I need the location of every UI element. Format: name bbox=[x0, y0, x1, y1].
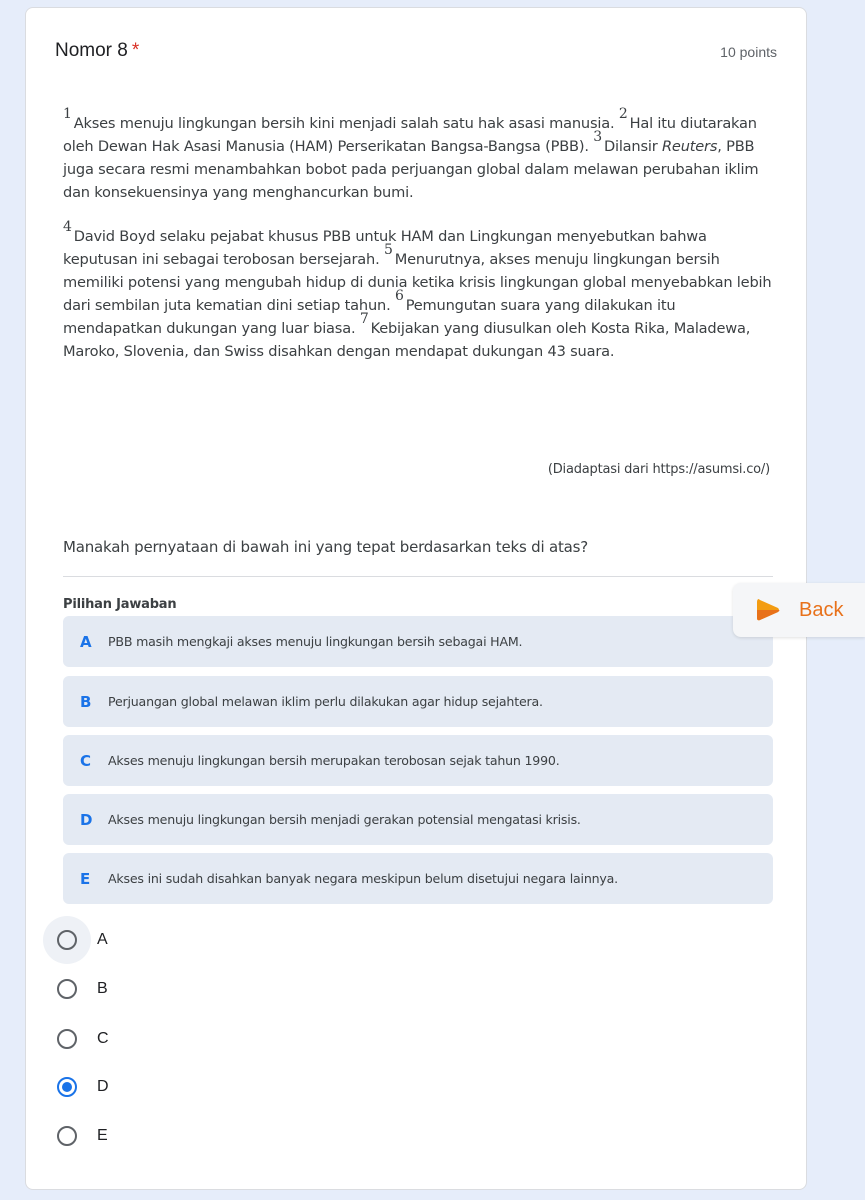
choice-a bbox=[63, 616, 773, 667]
sentence-text: David Boyd selaku pejabat khusus PBB untuk HAM dan Lingkungan menyebutkan bahwa keputusan ini sebagai terobosan bersejarah. bbox=[63, 228, 707, 268]
choices-heading: Pilihan Jawaban bbox=[63, 597, 177, 612]
radio-button[interactable] bbox=[57, 1126, 77, 1146]
sentence-number: 6 bbox=[394, 288, 404, 304]
choice-letter: C bbox=[80, 751, 91, 770]
radio-hover-area[interactable] bbox=[43, 916, 91, 964]
radio-button-selected[interactable] bbox=[57, 1077, 77, 1097]
choice-b bbox=[63, 676, 773, 727]
radio-label[interactable]: C bbox=[97, 1030, 109, 1047]
reading-passage bbox=[63, 106, 773, 363]
required-asterisk: * bbox=[131, 40, 140, 61]
sentence-number: 5 bbox=[383, 242, 393, 258]
radio-button[interactable] bbox=[57, 979, 77, 999]
radio-hover-area[interactable] bbox=[43, 1112, 91, 1160]
choice-letter: A bbox=[80, 632, 92, 651]
radio-hover-area[interactable] bbox=[43, 1015, 91, 1063]
radio-label[interactable]: B bbox=[97, 980, 108, 997]
source-name: Reuters bbox=[661, 138, 718, 155]
sentence-text: Akses menuju lingkungan bersih kini menjadi salah satu hak asasi manusia. bbox=[73, 115, 615, 132]
question-card bbox=[25, 7, 807, 1190]
sentence-number: 4 bbox=[63, 219, 72, 235]
choice-letter: E bbox=[80, 869, 91, 888]
choice-letter: D bbox=[80, 810, 93, 829]
sentence-number: 2 bbox=[618, 106, 628, 122]
sentence-text: Pemungutan suara yang dilakukan itu mendapatkan dukungan yang luar biasa. bbox=[63, 297, 676, 337]
choice-d bbox=[63, 794, 773, 845]
radio-button[interactable] bbox=[57, 930, 77, 950]
sentence-number: 7 bbox=[359, 311, 369, 327]
play-arrow-icon bbox=[755, 597, 781, 623]
divider bbox=[63, 576, 773, 577]
radio-selected-dot bbox=[62, 1082, 72, 1092]
sentence-text: , PBB juga secara resmi menambahkan bobot pada perjuangan global dalam melawan perubahan iklim dan konsekuensinya yang menghancurkan bumi. bbox=[63, 138, 759, 201]
choice-letter: B bbox=[80, 692, 92, 711]
radio-hover-area[interactable] bbox=[43, 965, 91, 1013]
choice-text: PBB masih mengkaji akses menuju lingkungan bersih sebagai HAM. bbox=[108, 634, 523, 649]
passage-paragraph-1 bbox=[63, 106, 773, 204]
radio-option-a[interactable] bbox=[53, 920, 108, 960]
choice-c bbox=[63, 735, 773, 786]
question-title bbox=[55, 40, 139, 62]
radio-option-e[interactable] bbox=[53, 1116, 108, 1156]
radio-option-d[interactable] bbox=[53, 1067, 109, 1107]
sentence-text: Kebijakan yang diusulkan oleh Kosta Rika, Maladewa, Maroko, Slovenia, dan Swiss disahkan dengan mendapat dukungan 43 suara. bbox=[63, 320, 751, 360]
radio-label[interactable]: A bbox=[97, 931, 108, 948]
choice-text: Akses ini sudah disahkan banyak negara meskipun belum disetujui negara lainnya. bbox=[108, 871, 618, 886]
question-points: 10 points bbox=[720, 44, 777, 60]
sentence-number: 1 bbox=[63, 106, 72, 122]
choice-text: Perjuangan global melawan iklim perlu dilakukan agar hidup sejahtera. bbox=[108, 694, 543, 709]
sentence-number: 3 bbox=[593, 129, 602, 145]
choice-text: Akses menuju lingkungan bersih merupakan terobosan sejak tahun 1990. bbox=[108, 753, 560, 768]
passage-source: (Diadaptasi dari https://asumsi.co/) bbox=[547, 462, 770, 477]
back-button[interactable] bbox=[733, 583, 865, 637]
sentence-text: Menurutnya, akses menuju lingkungan bersih memiliki potensi yang mengubah hidup di dunia ketika krisis lingkungan global menyebabkan lebih dari sembilan juta kematian dini setiap tahun. bbox=[63, 251, 772, 314]
choice-e bbox=[63, 853, 773, 904]
radio-option-c[interactable] bbox=[53, 1019, 109, 1059]
passage-paragraph-2 bbox=[63, 219, 773, 363]
sentence-text: Dilansir bbox=[603, 138, 662, 155]
back-label[interactable]: Back bbox=[799, 598, 844, 621]
question-prompt: Manakah pernyataan di bawah ini yang tepat berdasarkan teks di atas? bbox=[63, 538, 589, 556]
radio-hover-area[interactable] bbox=[43, 1063, 91, 1111]
choice-text: Akses menuju lingkungan bersih menjadi gerakan potensial mengatasi krisis. bbox=[108, 812, 581, 827]
sentence-text: Hal itu diutarakan oleh Dewan Hak Asasi Manusia (HAM) Perserikatan Bangsa-Bangsa (PBB). bbox=[63, 115, 757, 155]
radio-label[interactable]: D bbox=[97, 1078, 109, 1095]
radio-option-b[interactable] bbox=[53, 969, 108, 1009]
question-number: Nomor 8 bbox=[55, 40, 128, 61]
radio-button[interactable] bbox=[57, 1029, 77, 1049]
radio-label[interactable]: E bbox=[97, 1127, 108, 1144]
